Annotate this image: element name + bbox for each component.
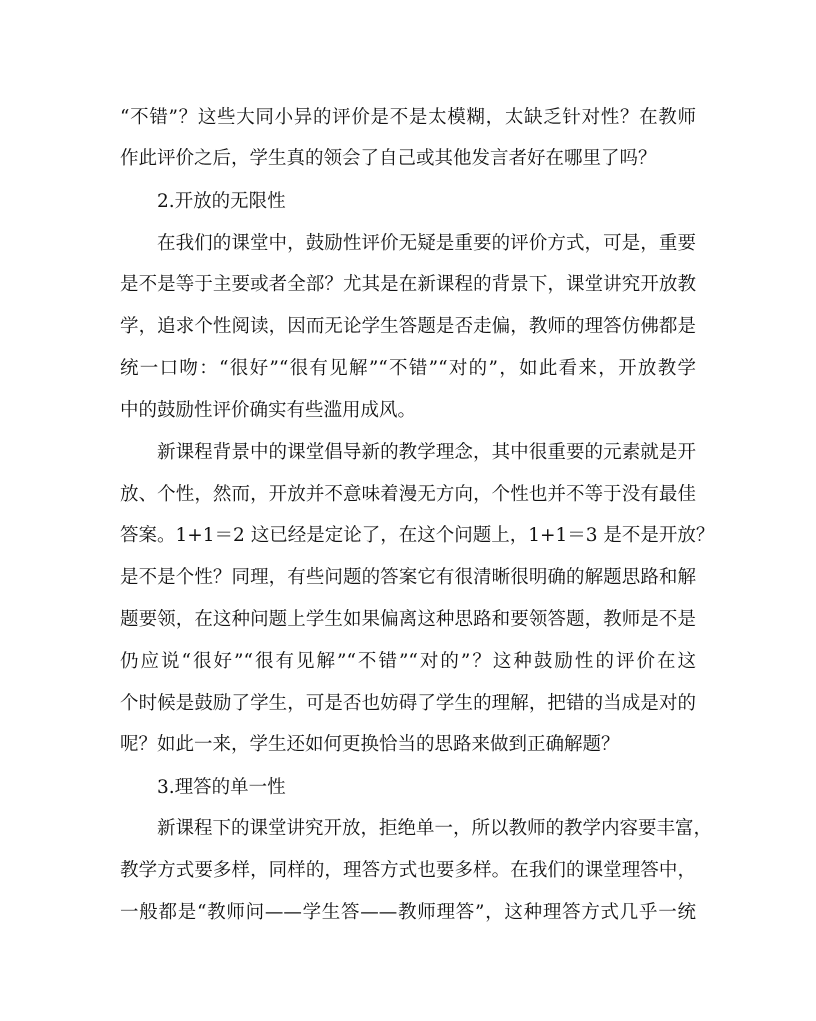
- paragraph-line: “不错”？这些大同小异的评价是不是太模糊，太缺乏针对性？在教师: [120, 107, 696, 128]
- paragraph-line: 是不是个性？同理，有些问题的答案它有很清晰很明确的解题思路和解: [120, 567, 696, 588]
- paragraph-line: 学，追求个性阅读，因而无论学生答题是否走偏，教师的理答仿佛都是: [120, 316, 696, 337]
- paragraph-line: 教学方式要多样，同样的，理答方式也要多样。在我们的课堂理答中，: [120, 860, 696, 881]
- paragraph-line: 中的鼓励性评价确实有些滥用成风。: [120, 400, 417, 421]
- paragraph-line: 题要领，在这种问题上学生如果偏离这种思路和要领答题，教师是不是: [120, 609, 696, 630]
- paragraph-line: 新课程下的课堂讲究开放，拒绝单一，所以教师的教学内容要丰富，: [157, 818, 713, 839]
- paragraph-line: 仍应说“很好”“很有见解”“不错”“对的”？这种鼓励性的评价在这: [120, 651, 696, 672]
- paragraph-line: 作此评价之后，学生真的领会了自己或其他发言者好在哪里了吗？: [120, 148, 657, 169]
- paragraph-line: 答案。1+1＝2 这已经是定论了，在这个问题上，1+1＝3 是不是开放？: [120, 525, 715, 546]
- paragraph-line: 在我们的课堂中，鼓励性评价无疑是重要的评价方式，可是，重要: [157, 233, 696, 254]
- paragraph-line: 放、个性，然而，开放并不意味着漫无方向，个性也并不等于没有最佳: [120, 484, 696, 505]
- section-heading: 3.理答的单一性: [157, 777, 286, 798]
- paragraph-line: 个时候是鼓励了学生，可是否也妨碍了学生的理解，把错的当成是对的: [120, 693, 696, 714]
- paragraph-line: 呢？如此一来，学生还如何更换恰当的思路来做到正确解题？: [120, 734, 620, 755]
- section-heading: 2.开放的无限性: [157, 191, 286, 212]
- paragraph-line: 新课程背景中的课堂倡导新的教学理念，其中很重要的元素就是开: [157, 442, 696, 463]
- paragraph-line: 一般都是“教师问——学生答——教师理答”，这种理答方式几乎一统: [120, 902, 696, 923]
- paragraph-line: 统一口吻：“很好”“很有见解”“不错”“对的”，如此看来，开放教学: [120, 358, 696, 379]
- paragraph-line: 是不是等于主要或者全部？尤其是在新课程的背景下，课堂讲究开放教: [120, 274, 696, 295]
